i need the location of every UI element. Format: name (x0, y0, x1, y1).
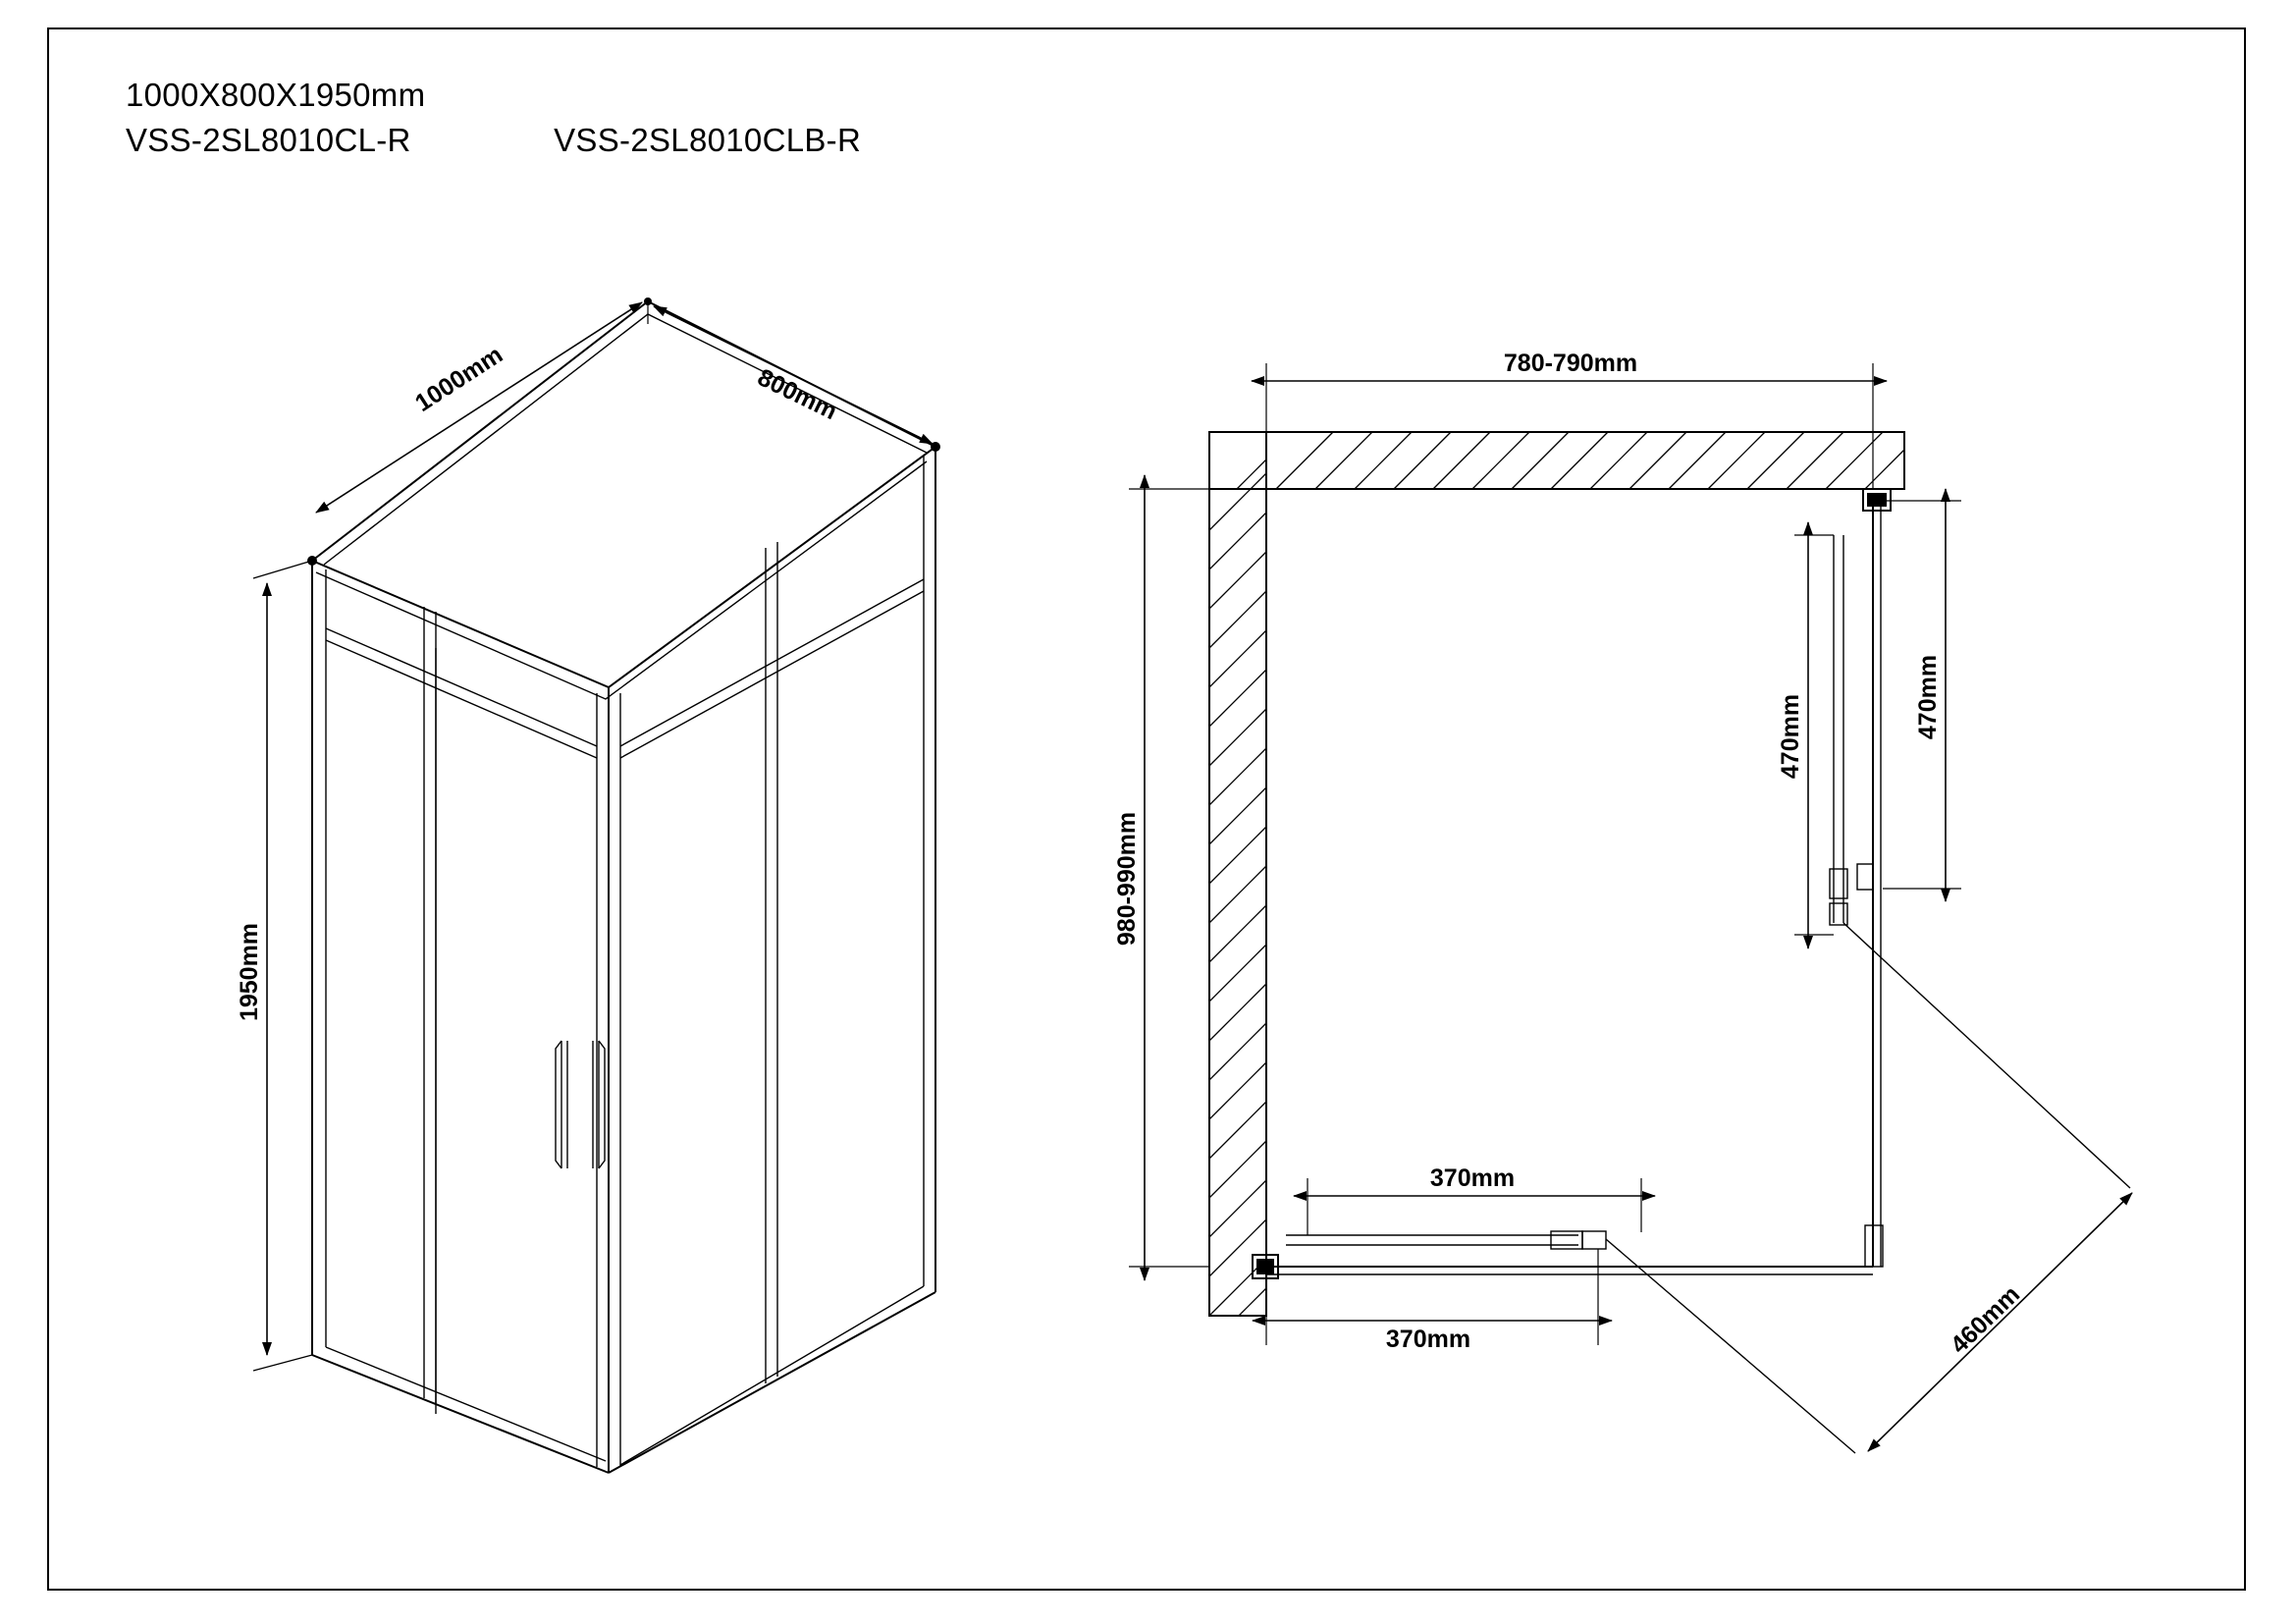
iso-dim-1950mm (236, 561, 312, 1371)
plan-wall-hatch (1209, 432, 1904, 1316)
product-size-title: 1000X800X1950mm (126, 77, 426, 113)
plan-dim-top-width-label: 780-790mm (1503, 350, 1638, 377)
plan-dim-bottom-inner-370 (1294, 1164, 1655, 1235)
iso-enclosure-geometry (307, 298, 940, 1473)
plan-dim-top-width (1252, 350, 1887, 489)
iso-dim-800mm-label: 800mm (753, 363, 842, 426)
plan-dim-right-inner-470 (1777, 522, 1834, 948)
plan-dim-bottom-outer-370 (1253, 1249, 1612, 1353)
model-code-left: VSS-2SL8010CL-R (126, 122, 411, 159)
plan-dim-left-height-label: 980-990mm (1113, 811, 1141, 947)
plan-dim-bottom-inner-370-label: 370mm (1429, 1164, 1516, 1192)
model-code-right: VSS-2SL8010CLB-R (554, 122, 862, 159)
plan-dim-door-opening-460 (1868, 1193, 2132, 1451)
plan-dim-right-outer-470 (1883, 489, 1961, 901)
plan-dim-right-inner-470-label: 470mm (1777, 693, 1804, 780)
iso-dim-800mm (654, 306, 933, 444)
iso-dim-1000mm (316, 301, 648, 513)
plan-dim-bottom-outer-370-label: 370mm (1385, 1326, 1471, 1353)
plan-dim-door-opening-460-label: 460mm (1945, 1280, 2026, 1360)
plan-dim-left-height (1113, 475, 1209, 1280)
iso-dim-1000mm-label: 1000mm (410, 341, 508, 418)
iso-dim-1950mm-label: 1950mm (236, 922, 263, 1022)
plan-dim-right-outer-470-label: 470mm (1914, 654, 1942, 740)
